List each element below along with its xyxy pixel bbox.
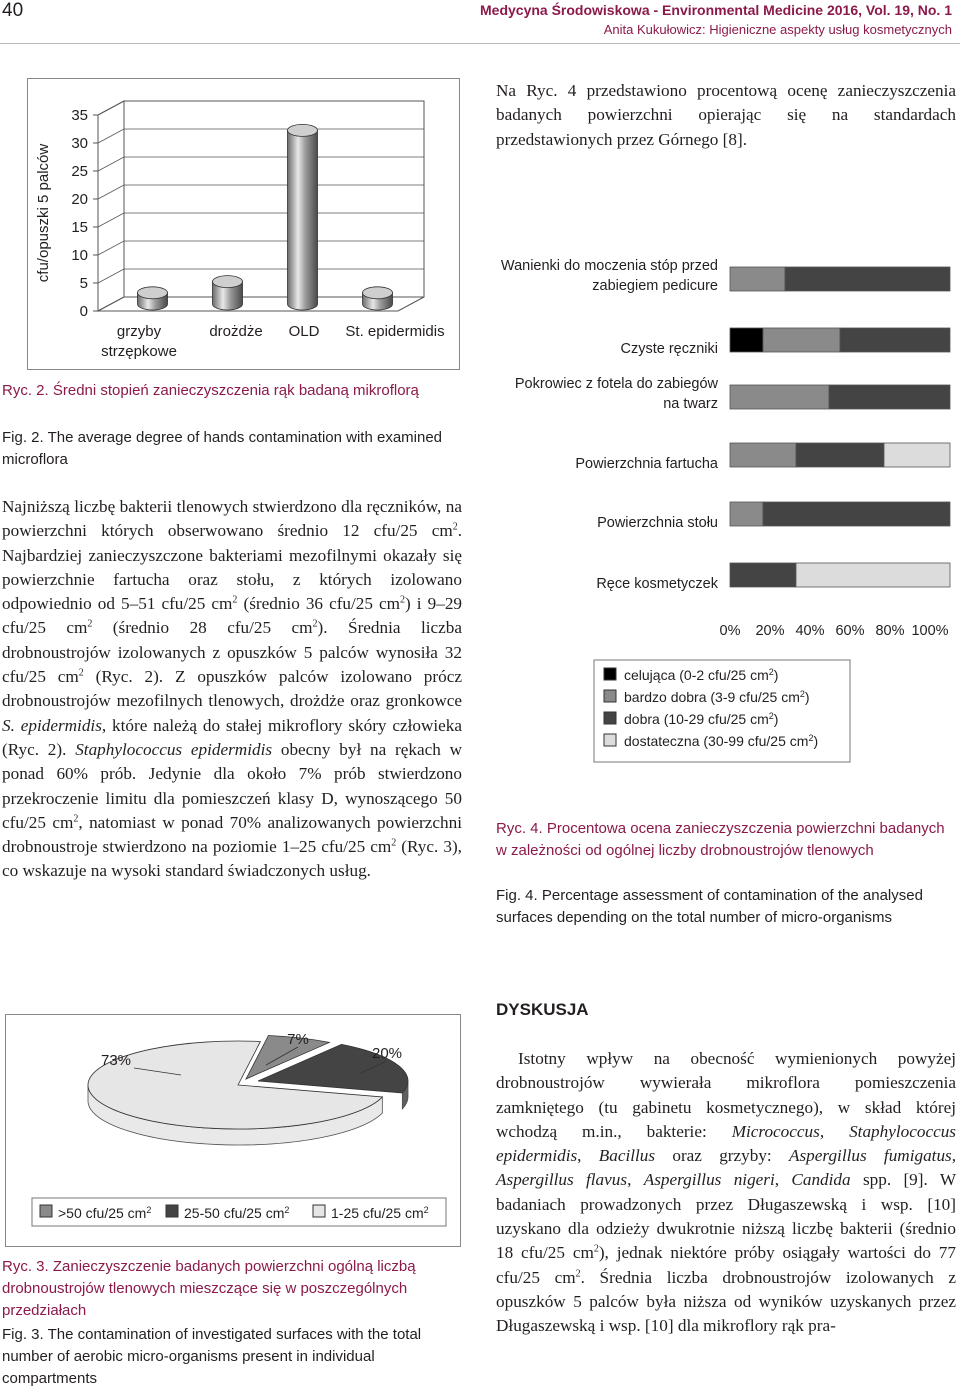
- fig3-caption-en: [2, 1324, 464, 1390]
- fig2-y-axis-label: cfu/opuszki 5 palców: [35, 143, 52, 283]
- fig3-caption-pl-label: Ryc. 3.: [2, 1258, 49, 1275]
- fig2-caption-en-text: The average degree of hands contamination with examined microflora: [2, 429, 443, 468]
- fig4-bar-segment: [730, 563, 796, 587]
- fig4-category-label: na twarz: [663, 396, 718, 412]
- fig2-y-tick-label: 5: [79, 275, 88, 292]
- fig4-bar-segment: [730, 267, 785, 291]
- fig2-y-tick-label: 0: [79, 303, 88, 320]
- fig4-bar-segment: [796, 443, 884, 467]
- fig2-left-wall: [98, 101, 124, 311]
- fig3-data-label: 73%: [100, 1052, 132, 1069]
- fig4-bar-segment: [829, 385, 950, 409]
- fig4-legend-label: celująca (0-2 cfu/25 $cm^2$): [624, 667, 779, 683]
- fig2-y-tick-label: 20: [71, 191, 88, 208]
- fig2-y-tick-label: 15: [71, 219, 88, 236]
- fig4-category-label: Wanienki do moczenia stóp przed: [500, 258, 718, 274]
- figure-2: [27, 78, 460, 370]
- fig2-caption-en: [2, 427, 462, 471]
- discussion-paragraph: Istotny wpływ na obecność wymienionych powyżej drobnoustrojów wywierała mikroflora pomieszczenia zamkniętego (tu gabinetu kosmetycznego), w skład której wchodzą m.in., bakterie: Micrococcus, Staphylococcus epidermidis, Bacillus oraz grzyby: Aspergillus fumigatus, Aspergillus flavus, Aspergillus nigeri, Candida spp. [9]. W badaniach prowadzonych przez Długaszewską i wsp. [10] uzyskano dla odzieży dwukrotnie niższą liczbę bakterii (średnio 18 cfu/25 $cm^2$), jednak niektóre próby osiągały wartości do 77 cfu/25 $cm^2$. Średnia liczba drobnoustrojów izolowanych z opuszków 5 palców była niższa od wyników uzyskanych przez Długaszewską i wsp. [10] dla mikroflory rąk pra-: [496, 1049, 957, 1336]
- fig3-chart: [6, 1015, 462, 1248]
- fig2-y-tick-label: 35: [71, 107, 88, 124]
- fig4-x-tick-label: 80%: [875, 623, 905, 639]
- fig2-y-tick-label: 25: [71, 163, 88, 180]
- fig2-category-label: St. epidermidis: [345, 323, 445, 340]
- fig4-legend-swatch: [604, 712, 616, 724]
- fig3-legend-swatch: [40, 1205, 52, 1217]
- fig2-bar-top: [363, 287, 393, 299]
- journal-title: Medycyna Środowiskowa - Environmental Medicine 2016, Vol. 19, No. 1: [480, 2, 952, 18]
- fig2-back-wall: [124, 101, 424, 297]
- fig3-caption-pl: [2, 1256, 464, 1322]
- article-subtitle: Anita Kukułowicz: Higieniczne aspekty usług kosmetycznych: [603, 22, 952, 37]
- fig4-category-label: Pokrowiec z fotela do zabiegów: [514, 376, 718, 392]
- fig4-legend-label: dostateczna (30-99 cfu/25 $cm^2$): [624, 733, 819, 749]
- fig2-caption-pl: [2, 380, 462, 402]
- figure-3: [5, 1014, 461, 1247]
- fig3-legend-label: 25-50 cfu/25 $cm^2$: [184, 1205, 290, 1221]
- page-number: 40: [2, 0, 24, 21]
- fig4-bar-segment: [763, 328, 840, 352]
- fig2-caption-en-label: Fig. 2.: [2, 429, 44, 446]
- fig4-x-tick-label: 40%: [795, 623, 825, 639]
- fig2-y-tick-label: 10: [71, 247, 88, 264]
- fig4-legend-swatch: [604, 690, 616, 702]
- fig4-legend-swatch: [604, 668, 616, 680]
- header-rule: [0, 43, 960, 44]
- fig2-category-label: OLD: [288, 323, 320, 340]
- fig4-x-tick-label: 0%: [719, 623, 741, 639]
- fig2-bar: [213, 276, 243, 310]
- fig2-caption-pl-label: Ryc. 2.: [2, 382, 49, 399]
- fig2-bar-top: [288, 124, 318, 136]
- fig3-legend-swatch: [166, 1205, 178, 1217]
- fig3-data-label: 7%: [287, 1031, 309, 1048]
- fig4-x-tick-label: 20%: [755, 623, 785, 639]
- fig4-x-tick-label: 60%: [835, 623, 865, 639]
- fig4-category-label: Ręce kosmetyczek: [596, 576, 718, 592]
- fig4-legend-label: bardzo dobra (3-9 cfu/25 $cm^2$): [624, 689, 810, 705]
- fig2-bar-body: [288, 130, 318, 310]
- fig4-caption-pl-text: Procentowa ocena zanieczyszczenia powierzchni badanych w zależności od ogólnej liczby drobnoustrojów tlenowych: [496, 820, 945, 859]
- fig2-bar: [138, 287, 168, 310]
- fig4-caption-en-label: Fig. 4.: [496, 887, 538, 904]
- fig4-caption-pl: [496, 818, 956, 862]
- fig2-category-label: strzępkowe: [101, 343, 177, 360]
- fig2-chart: [28, 79, 461, 371]
- fig2-category-label: grzyby: [116, 323, 162, 340]
- fig2-bar: [363, 287, 393, 310]
- discussion-heading: DYSKUSJA: [496, 1000, 589, 1019]
- fig3-caption-en-label: Fig. 3.: [2, 1326, 44, 1343]
- left-body-paragraph: Najniższą liczbę bakterii tlenowych stwierdzono dla ręczników, na powierzchni których obserwowano średnio 12 cfu/25 $cm^2$. Najbardziej zanieczyszczone bakteriami mezofilnymi okazały się powierzchnie fartucha oraz stołu, z których izolowano odpowiednio od 5–51 cfu/25 $cm^2$ (średnio 36 cfu/25 $cm^2$) i 9–29 cfu/25 $cm^2$ (średnio 28 cfu/25 $cm^2$). Średnia liczba drobnoustrojów izolowanych z opuszków 5 palców wynosiła 32 cfu/25 $cm^2$ (Ryc. 2). Z opuszków palców izolowano prócz drobnoustrojów mezofilnych tlenowych, drożdże oraz gronkowce S. epidermidis, które należą do stałej mikroflory skóry człowieka (Ryc. 2). Staphylococcus epidermidis obecny był na rękach w ponad 60% prób. Jedynie dla około 7% prób stwierdzono przekroczenie limitu dla pomieszczeń klasy D, wynoszącego 50 cfu/25 $cm^2$, natomiast w ponad 70% analizowanych powierzchni drobnoustroje stwierdzono na poziomie 1–25 cfu/25 $cm^2$ (Ryc. 3), co wskazuje na wysoki standard świadczonych usług.: [2, 497, 463, 881]
- fig3-caption-en-text: The contamination of investigated surfaces with the total number of aerobic micro-organisms present in individual compartments: [2, 1326, 422, 1387]
- fig4-category-label: Powierzchnia stołu: [597, 515, 718, 531]
- fig4-bar-segment: [884, 443, 950, 467]
- fig2-bar-top: [138, 287, 168, 299]
- right-intro-paragraph: Na Ryc. 4 przedstawiono procentową ocenę zanieczyszczenia badanych powierzchni opierając się na standardach przedstawionych przez Górnego [8].: [496, 81, 956, 149]
- fig4-category-label: Powierzchnia fartucha: [575, 456, 718, 472]
- fig4-bar-segment: [730, 502, 763, 526]
- fig2-bar-top: [213, 276, 243, 288]
- fig4-bar-segment: [730, 443, 796, 467]
- fig4-category-label: Czyste ręczniki: [620, 341, 718, 357]
- fig4-caption-pl-label: Ryc. 4.: [496, 820, 543, 837]
- fig2-caption-pl-text: Średni stopień zanieczyszczenia rąk badaną mikroflorą: [52, 382, 419, 399]
- fig4-bar-segment: [796, 563, 950, 587]
- fig3-caption-pl-text: Zanieczyszczenie badanych powierzchni ogólną liczbą drobnoustrojów tlenowych mieszczące się w poszczególnych przedziałach: [2, 1258, 416, 1319]
- fig2-category-label: drożdże: [209, 323, 263, 340]
- fig4-category-label: zabiegiem pedicure: [592, 278, 718, 294]
- fig4-x-tick-label: 100%: [911, 623, 949, 639]
- fig4-bar-segment: [763, 502, 950, 526]
- fig4-legend-swatch: [604, 734, 616, 746]
- fig4-caption-en: [496, 885, 956, 929]
- fig4-legend-label: dobra (10-29 cfu/25 $cm^2$): [624, 711, 779, 727]
- fig3-data-label: 20%: [371, 1045, 403, 1062]
- fig4-bar-segment: [785, 267, 950, 291]
- fig4-caption-en-text: Percentage assessment of contamination of the analysed surfaces depending on the total number of micro-organisms: [496, 887, 923, 926]
- fig3-legend-label: 1-25 cfu/25 $cm^2$: [331, 1205, 429, 1221]
- fig2-y-tick-label: 30: [71, 135, 88, 152]
- fig4-bar-segment: [840, 328, 950, 352]
- fig3-legend-label: >50 cfu/25 $cm^2$: [58, 1205, 152, 1221]
- fig3-legend-swatch: [313, 1205, 325, 1217]
- fig2-bar: [288, 124, 318, 310]
- fig4-bar-segment: [730, 385, 829, 409]
- fig4-bar-segment: [730, 328, 763, 352]
- fig4-chart: [496, 250, 956, 810]
